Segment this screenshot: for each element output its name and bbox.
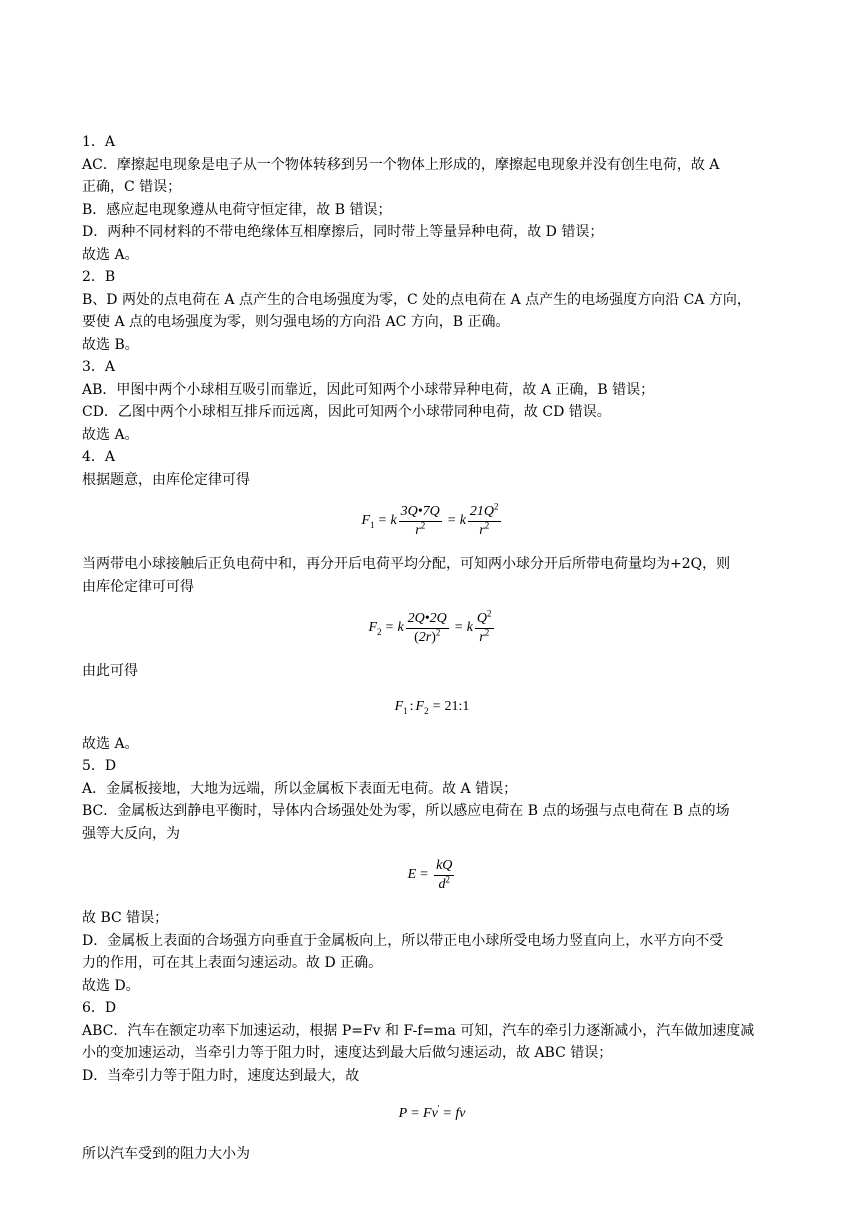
q2-heading: 2．B bbox=[82, 269, 116, 285]
formula-e: E = $\frac{kQ}{d^2}$ bbox=[407, 857, 453, 892]
q3-line-3: 故选 A。 bbox=[82, 426, 139, 443]
q6-line-4: 所以汽车受到的阻力大小为 bbox=[82, 1146, 250, 1162]
formula-power: P = Fv' = fv bbox=[398, 1103, 466, 1121]
q5-line-4: 故 BC 错误； bbox=[82, 910, 169, 926]
formula-ratio-value: 21:1 bbox=[444, 698, 470, 714]
answer-document bbox=[82, 131, 782, 1166]
q1-line-3: B．感应起电现象遵从电荷守恒定律，故 B 错误； bbox=[82, 201, 392, 218]
q2-line-3: 故选 B。 bbox=[82, 336, 139, 353]
q4-line-5: 故选 A。 bbox=[82, 735, 139, 752]
q4-line-1: 根据题意，由库伦定律可得 bbox=[82, 471, 250, 488]
q1-heading: 1．A bbox=[82, 134, 116, 150]
q5-heading: 5．D bbox=[82, 758, 117, 774]
formula-f2: $F_2$ = k $\frac{2Q•2Q}{(2r)^2}$ = k $\frac{Q^2}{r^2}$ bbox=[368, 607, 492, 645]
q3-line-2: CD．乙图中两个小球相互排斥而远离，因此可知两个小球带同种电荷，故 CD 错误。 bbox=[82, 404, 611, 420]
formula-ratio: $F_1$ : $F_2$ = 21:1 bbox=[394, 698, 470, 716]
formula-f2-numerator-1: 2Q•2Q bbox=[406, 612, 449, 629]
q5-line-2: BC．金属板达到静电平衡时，导体内合场强处处为零，所以感应电荷在 B 点的场强与点电荷在 B 点的场 bbox=[82, 803, 730, 819]
q5-line-7: 故选 D。 bbox=[82, 977, 140, 994]
q5-line-3: 强等大反向，为 bbox=[82, 825, 180, 842]
q1-line-4: D．两种不同材料的不带电绝缘体互相摩擦后，同时带上等量异种电荷，故 D 错误； bbox=[82, 224, 604, 240]
q4-line-2: 当两带电小球接触后正负电荷中和，再分开后电荷平均分配，可知两小球分开后所带电荷量均为+2Q，则 bbox=[82, 556, 731, 572]
q6-line-2: 小的变加速运动，当牵引力等于阻力时，速度达到最大后做匀速运动，故 ABC 错误； bbox=[82, 1045, 613, 1061]
formula-f1: $F_1$ = k $\frac{3Q•7Q}{r^2}$ = k $\frac{21Q^2}{r^2}$ bbox=[361, 500, 499, 538]
q5-line-6: 力的作用，可在其上表面匀速运动。故 D 正确。 bbox=[82, 955, 383, 971]
q6-line-3: D．当牵引力等于阻力时，速度达到最大，故 bbox=[82, 1067, 360, 1084]
formula-f2-numerator-2: Q bbox=[476, 610, 488, 626]
q5-line-5: D．金属板上表面的合场强方向垂直于金属板向上，所以带正电小球所受电场力竖直向上，水平方向不受 bbox=[82, 932, 724, 949]
q1-line-5: 故选 A。 bbox=[82, 246, 139, 263]
q1-line-2: 正确，C 错误； bbox=[82, 179, 182, 195]
formula-f1-numerator-1: 3Q•7Q bbox=[399, 505, 442, 522]
q1-line-1: AC．摩擦起电现象是电子从一个物体转移到另一个物体上形成的，摩擦起电现象并没有创生电荷，故 A bbox=[82, 156, 720, 173]
formula-f1-numerator-2: 21Q bbox=[469, 503, 495, 519]
q4-line-3: 由库伦定律可可得 bbox=[82, 578, 194, 595]
formula-e-numerator: kQ bbox=[434, 859, 454, 876]
q5-line-1: A．金属板接地，大地为远端，所以金属板下表面无电荷。故 A 错误； bbox=[82, 780, 518, 797]
q2-line-1: B、D 两处的点电荷在 A 点产生的合电场强度为零，C 处的点电荷在 A 点产生的电场强度方向沿 CA 方向， bbox=[82, 291, 751, 308]
q2-line-2: 要使 A 点的电场强度为零，则匀强电场的方向沿 AC 方向，B 正确。 bbox=[82, 314, 510, 330]
q4-heading: 4．A bbox=[82, 449, 116, 465]
q4-line-4: 由此可得 bbox=[82, 663, 138, 679]
q6-heading: 6．D bbox=[82, 1000, 117, 1016]
q6-line-1: ABC．汽车在额定功率下加速运动，根据 P=Fv 和 F-f=ma 可知，汽车的牵引力逐渐减小，汽车做加速度减 bbox=[82, 1022, 755, 1039]
q3-line-1: AB．甲图中两个小球相互吸引而靠近，因此可知两个小球带异种电荷，故 A 正确，B 错误； bbox=[82, 381, 655, 398]
q3-heading: 3．A bbox=[82, 359, 116, 375]
